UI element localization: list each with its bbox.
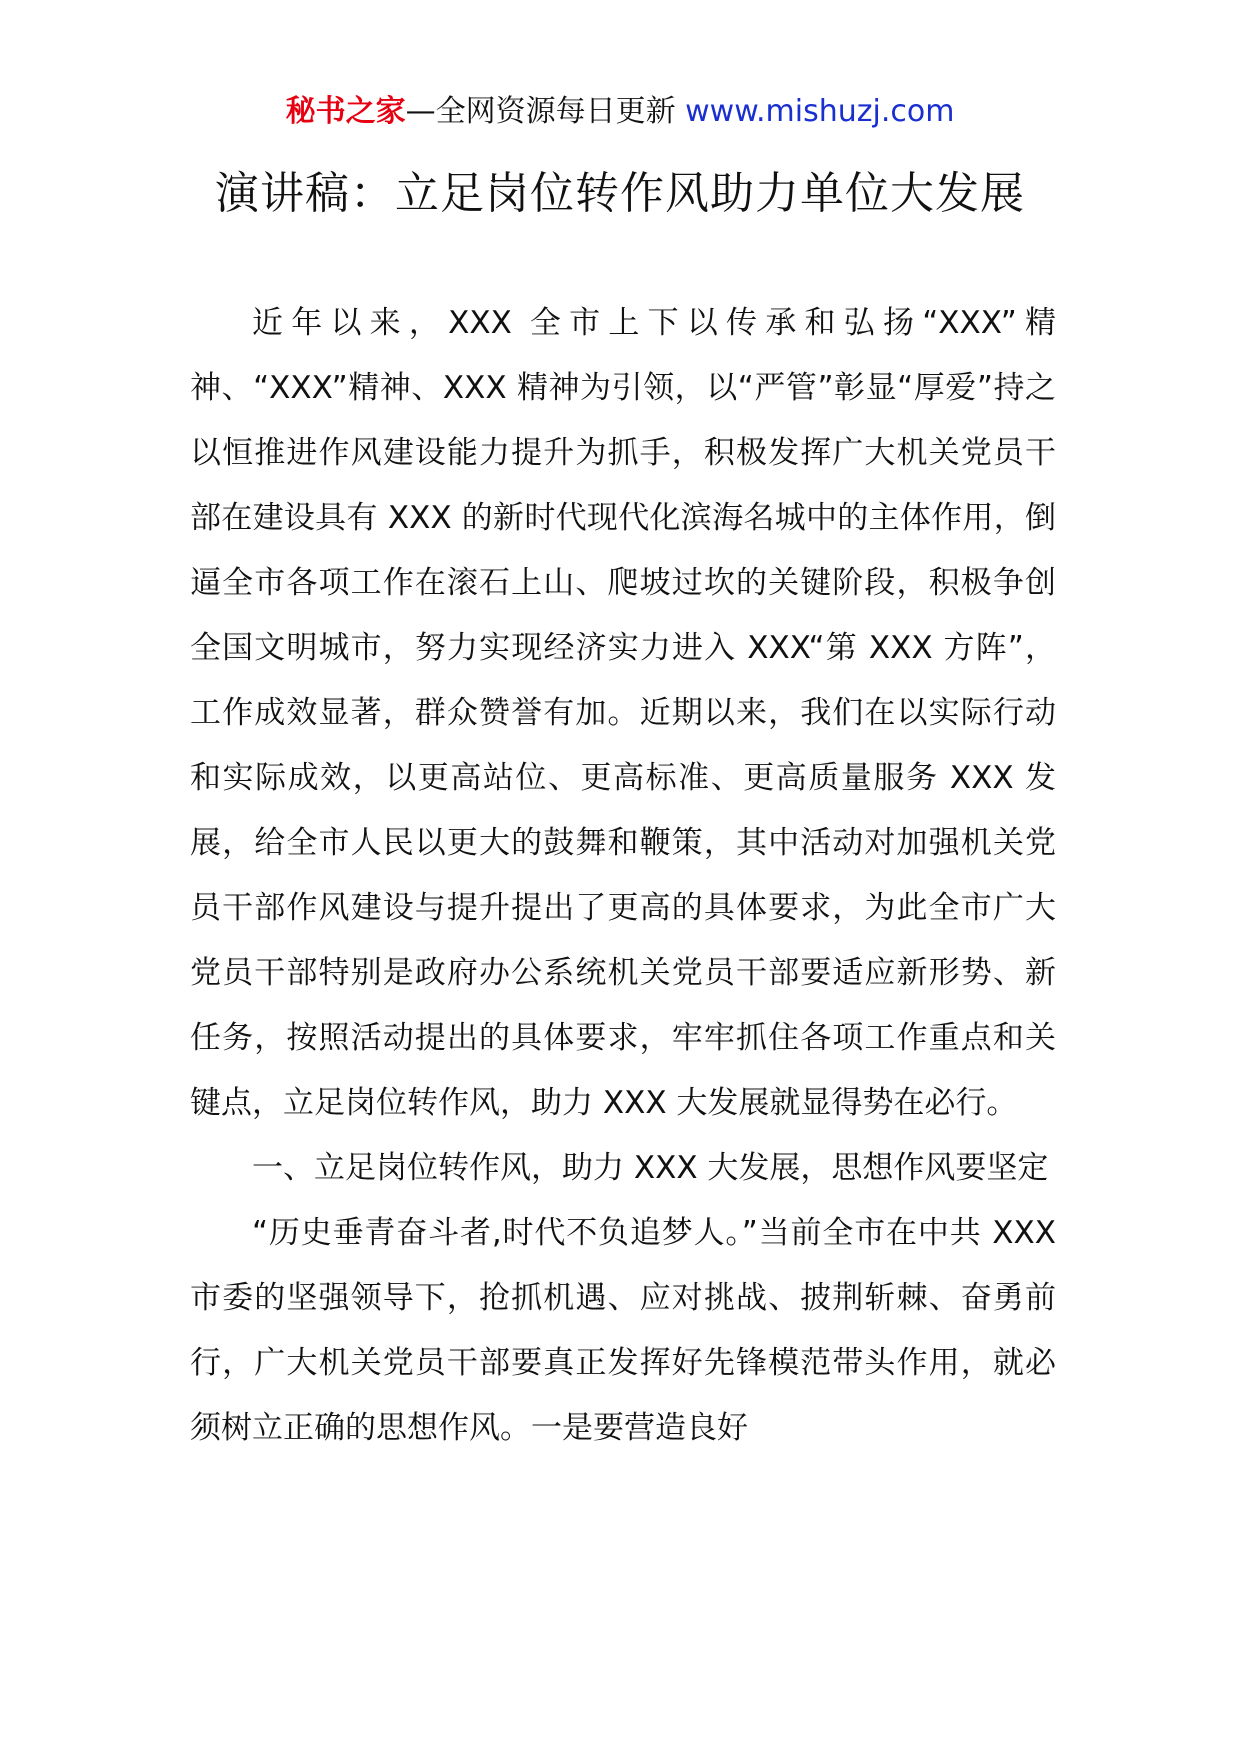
site-tagline: —全网资源每日更新	[405, 94, 676, 129]
document-title: 演讲稿：立足岗位转作风助力单位大发展	[215, 168, 1025, 219]
site-header	[0, 92, 1240, 132]
site-brand: 秘书之家	[285, 94, 406, 129]
section-heading-1: 一、立足岗位转作风，助力 XXX 大发展，思想作风要坚定	[252, 1150, 1049, 1186]
document-body	[190, 291, 1056, 1461]
site-url-link[interactable]: www.mishuzj.com	[685, 94, 955, 129]
paragraph-intro: 近年以来，XXX 全市上下以传承和弘扬“XXX”精神、“XXX”精神、XXX 精神为引领，以“严管”彰显“厚爱”持之以恒推进作风建设能力提升为抓手，积极发挥广大机关党员干部在建设具有 XXX 的新时代现代化滨海名城中的主体作用，倒逼全市各项工作在滚石上山、爬坡过坎的关键阶段，积极争创全国文明城市，努力实现经济实力进入 XXX“第 XXX 方阵”，工作成效显著，群众赞誉有加。近期以来，我们在以实际行动和实际成效，以更高站位、更高标准、更高质量服务 XXX 发展，给全市人民以更大的鼓舞和鞭策，其中活动对加强机关党员干部作风建设与提升提出了更高的具体要求，为此全市广大党员干部特别是政府办公系统机关党员干部要适应新形势、新任务，按照活动提出的具体要求，牢牢抓住各项工作重点和关键点，立足岗位转作风，助力 XXX 大发展就显得势在必行。	[190, 305, 1056, 1121]
paragraph-section-1: “历史垂青奋斗者,时代不负追梦人。”当前全市在中共 XXX 市委的坚强领导下，抢抓机遇、应对挑战、披荆斩棘、奋勇前行，广大机关党员干部要真正发挥好先锋模范带头作用，就必须树立正确的思想作风。一是要营造良好	[190, 1215, 1056, 1446]
